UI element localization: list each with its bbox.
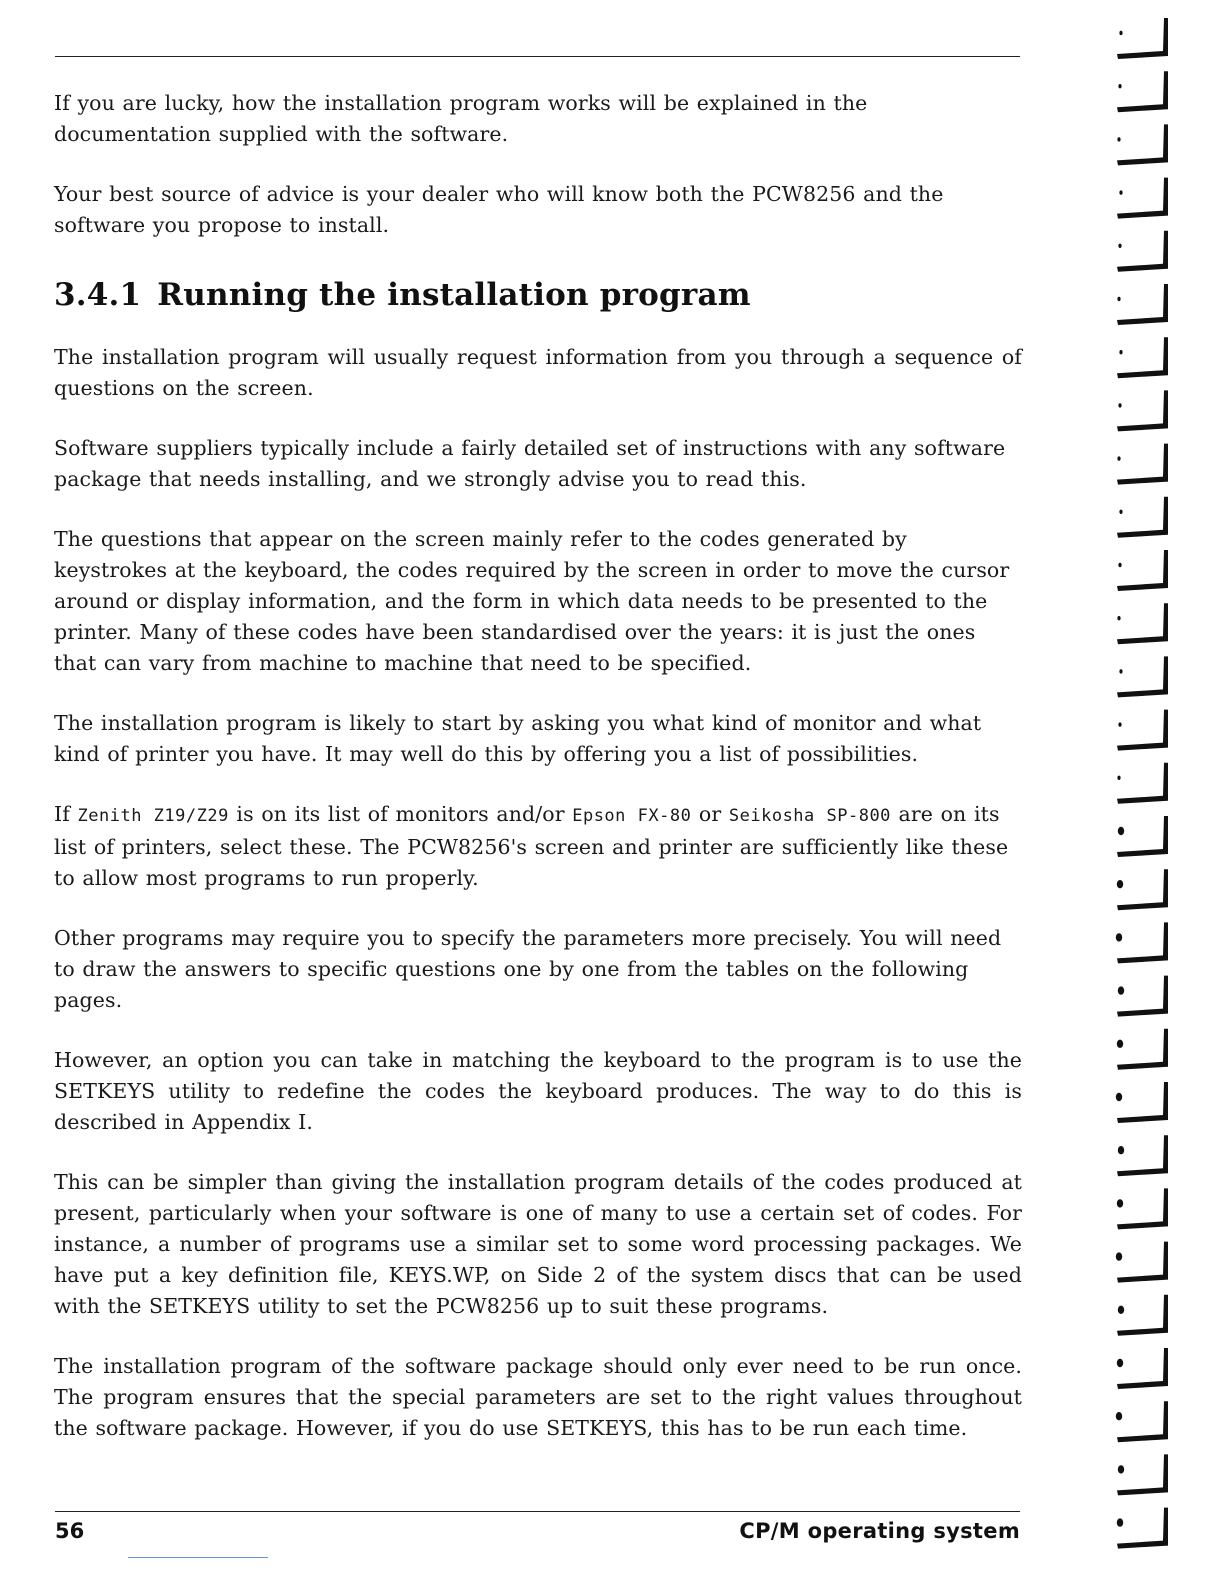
section-number: 3.4.1	[54, 277, 142, 313]
binding-hook	[1117, 656, 1168, 697]
binding-dot	[1118, 403, 1121, 407]
binding-dot	[1119, 350, 1122, 354]
printer-name-seikosha: Seikosha SP-800	[728, 806, 891, 826]
binding-hook	[1117, 284, 1168, 325]
page-footer	[55, 1515, 1020, 1549]
top-rule	[55, 56, 1020, 57]
bottom-rule	[55, 1511, 1020, 1512]
binding-hook	[1117, 1082, 1168, 1123]
paragraph-codes: The questions that appear on the screen mainly refer to the codes generated by keystrokes at the keyboard, the codes required by the screen in order to move the cursor around or display information, and the form in which data needs to be presented to the printer. Many of these codes have been standardised over the years: it is just the ones that can vary from machine to machine that need to be specified.	[54, 527, 1010, 675]
binding-hook	[1117, 550, 1168, 591]
binding-dot	[1119, 190, 1122, 194]
binding-dot	[1116, 1093, 1122, 1101]
binding-dot	[1118, 1146, 1124, 1154]
paragraph-parameters: Other programs may require you to specify the parameters more precisely. You will need to draw the answers to specific questions one by one from the tables on the following pages.	[54, 926, 1002, 1012]
binding-dot	[1117, 880, 1123, 888]
paragraph-questions: The installation program will usually request information from you through a sequence of questions on the screen.	[54, 345, 1022, 400]
binding-hook	[1117, 763, 1168, 804]
binding-dot	[1116, 1252, 1122, 1260]
printer-name-epson: Epson FX-80	[572, 806, 692, 826]
binding-dot	[1118, 827, 1124, 835]
binding-dot	[1119, 510, 1122, 514]
binding-dot	[1117, 776, 1120, 780]
binding-hook	[1117, 1242, 1168, 1283]
section-heading	[54, 275, 1022, 315]
paragraph-suppliers: Software suppliers typically include a fairly detailed set of instructions with any software package that needs installing, and we strongly advise you to read this.	[54, 436, 1006, 491]
binding-hook	[1117, 1188, 1168, 1229]
binding-hook	[1117, 231, 1168, 272]
binding-hook	[1117, 1401, 1168, 1442]
binding-hook	[1117, 869, 1168, 910]
binding-hook	[1117, 1029, 1168, 1070]
binding-hook	[1117, 1295, 1168, 1336]
binding-hook	[1117, 1348, 1168, 1389]
binding-marks	[1108, 0, 1224, 1584]
binding-hook	[1117, 18, 1168, 59]
binding-hook	[1117, 816, 1168, 857]
binding-hook	[1117, 603, 1168, 644]
binding-dot	[1117, 616, 1120, 620]
binding-dot	[1117, 1518, 1123, 1526]
paragraph-run-once: The installation program of the software package should only ever need to be run once. The program ensures that the special parameters are set to the right values throughout the software package. However, if you do use SETKEYS, this has to be run each time.	[54, 1354, 1022, 1440]
binding-dot	[1117, 1359, 1123, 1367]
binding-hook	[1117, 497, 1168, 538]
binding-hook	[1117, 1454, 1168, 1495]
footer-mark	[128, 1557, 268, 1558]
binding-dot	[1119, 31, 1122, 35]
binding-hook	[1117, 1508, 1168, 1549]
binding-dot	[1118, 1465, 1124, 1473]
binding-dot	[1118, 563, 1121, 567]
binding-dot	[1118, 1306, 1124, 1314]
binding-dot	[1116, 1412, 1122, 1420]
page-number: 56	[55, 1519, 85, 1543]
binding-dot	[1116, 933, 1122, 941]
paragraph-setkeys: However, an option you can take in matching the keyboard to the program is to use the SETKEYS utility to redefine the codes the keyboard produces. The way to do this is described in Appendix I.	[54, 1048, 1022, 1134]
binding-hook	[1117, 178, 1168, 219]
paragraph-installation-docs: If you are lucky, how the installation program works will be explained in the documentation supplied with the software.	[54, 91, 868, 146]
paragraph-monitor-printer: The installation program is likely to start by asking you what kind of monitor and what kind of printer you have. It may well do this by offering you a list of possibilities.	[54, 711, 982, 766]
binding-dot	[1117, 137, 1120, 141]
section-title: Running the installation program	[157, 277, 751, 313]
binding-hook	[1117, 922, 1168, 963]
binding-hook	[1117, 1135, 1168, 1176]
binding-hook	[1117, 71, 1168, 112]
binding-dot	[1118, 84, 1121, 88]
binding-hook	[1117, 337, 1168, 378]
paragraph-simpler: This can be simpler than giving the installation program details of the codes produced at present, particularly when your software is one of many to use a certain set of codes. For instance, a number of programs use a similar set to some word processing packages. We have put a key definition file, KEYS.WP, on Side 2 of the system discs that can be used with the SETKEYS utility to set the PCW8256 up to suit these programs.	[54, 1170, 1022, 1318]
binding-hook	[1117, 390, 1168, 431]
monitor-name: Zenith Z19/Z29	[77, 806, 229, 826]
paragraph-dealer-advice: Your best source of advice is your dealer who will know both the PCW8256 and the software you propose to install.	[54, 182, 944, 237]
binding-dot	[1117, 1040, 1123, 1048]
binding-hook	[1117, 444, 1168, 485]
binding-dot	[1117, 297, 1120, 301]
binding-hook	[1117, 710, 1168, 751]
binding-hook	[1117, 976, 1168, 1017]
binding-dot	[1118, 722, 1121, 726]
binding-dot	[1117, 456, 1120, 460]
footer-title: CP/M operating system	[739, 1519, 1020, 1543]
binding-dot	[1118, 244, 1121, 248]
binding-dot	[1119, 669, 1122, 673]
page-body	[54, 88, 1022, 1473]
binding-dot	[1117, 1199, 1123, 1207]
paragraph-select-these: If Zenith Z19/Z29 is on its list of monitors and/or Epson FX-80 or Seikosha SP-800 are on its list of printers, select these. The PCW8256's screen and printer are sufficiently like these to allow most programs to run properly.	[54, 802, 1009, 890]
binding-dot	[1118, 986, 1124, 994]
binding-hook	[1117, 124, 1168, 165]
